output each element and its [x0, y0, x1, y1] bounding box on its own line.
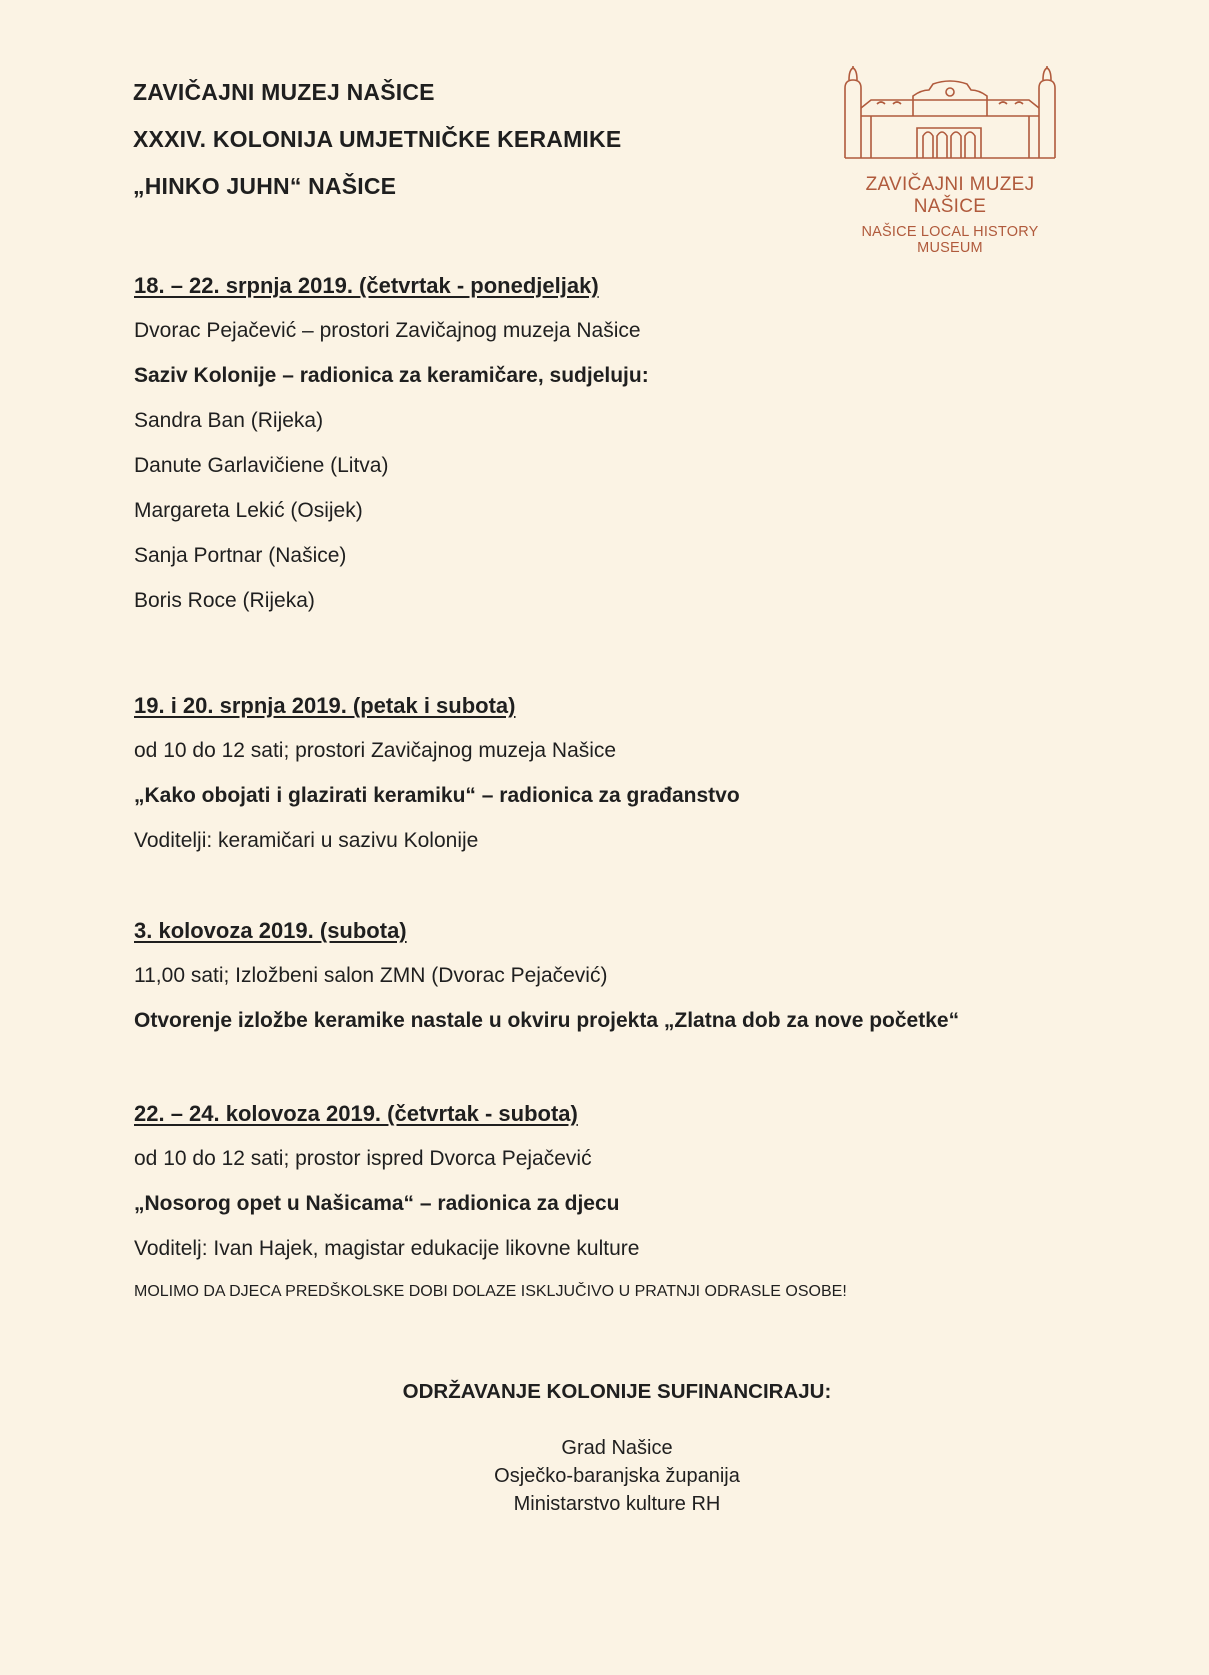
- event-title: „Kako obojati i glazirati keramiku“ – radionica za građanstvo: [134, 784, 740, 807]
- event-section-2: [134, 692, 1134, 872]
- museum-name: ZAVIČAJNI MUZEJ NAŠICE: [133, 79, 435, 105]
- event-leader: Voditelj: Ivan Hajek, magistar edukacije likovne kulture: [134, 1237, 640, 1260]
- sponsor-item: Grad Našice: [561, 1437, 673, 1459]
- event-section-1: [134, 272, 1134, 632]
- participant: Danute Garlavičiene (Litva): [134, 454, 389, 477]
- event-date: 22. – 24. kolovoza 2019. (četvrtak - subota): [134, 1101, 578, 1126]
- event-section-3: [134, 917, 1134, 1052]
- document-header: [133, 78, 621, 219]
- event-date: 19. i 20. srpnja 2019. (petak i subota): [134, 693, 516, 718]
- event-location: od 10 do 12 sati; prostor ispred Dvorca Pejačević: [134, 1147, 592, 1170]
- participant: Sanja Portnar (Našice): [134, 544, 347, 567]
- event-notice: MOLIMO DA DJECA PREDŠKOLSKE DOBI DOLAZE ISKLJUČIVO U PRATNJI ODRASLE OSOBE!: [134, 1283, 847, 1300]
- event-location: od 10 do 12 sati; prostori Zavičajnog muzeja Našice: [134, 739, 617, 762]
- participant: Sandra Ban (Rijeka): [134, 409, 324, 432]
- event-title: Otvorenje izložbe keramike nastale u okviru projekta „Zlatna dob za nove početke“: [134, 1009, 960, 1032]
- event-date: 18. – 22. srpnja 2019. (četvrtak - ponedjeljak): [134, 273, 599, 298]
- logo-name-croatian: ZAVIČAJNI MUZEJ NAŠICE: [865, 174, 1035, 217]
- funding-title: ODRŽAVANJE KOLONIJE SUFINANCIRAJU:: [402, 1380, 832, 1403]
- event-location: 11,00 sati; Izložbeni salon ZMN (Dvorac Pejačević): [134, 964, 608, 987]
- event-section-4: [134, 1100, 1134, 1310]
- castle-facade-icon: [841, 66, 1059, 160]
- museum-logo: [830, 66, 1070, 256]
- event-title: „Nosorog opet u Našicama“ – radionica za djecu: [134, 1192, 620, 1215]
- sponsor-list: [25, 1434, 1209, 1518]
- sponsor-item: Ministarstvo kulture RH: [513, 1493, 721, 1515]
- colony-name: „HINKO JUHN“ NAŠICE: [133, 173, 397, 199]
- event-title: Saziv Kolonije – radionica za keramičare, sudjeluju:: [134, 364, 649, 387]
- event-leaders: Voditelji: keramičari u sazivu Kolonije: [134, 829, 479, 852]
- event-date: 3. kolovoza 2019. (subota): [134, 918, 407, 943]
- sponsor-item: Osječko-baranjska županija: [494, 1465, 740, 1487]
- event-location: Dvorac Pejačević – prostori Zavičajnog muzeja Našice: [134, 319, 641, 342]
- participant: Margareta Lekić (Osijek): [134, 499, 363, 522]
- funding-section: [0, 1380, 1209, 1518]
- colony-title: XXXIV. KOLONIJA UMJETNIČKE KERAMIKE: [133, 126, 622, 152]
- logo-name-english: NAŠICE LOCAL HISTORY MUSEUM: [861, 224, 1039, 256]
- participant: Boris Roce (Rijeka): [134, 589, 315, 612]
